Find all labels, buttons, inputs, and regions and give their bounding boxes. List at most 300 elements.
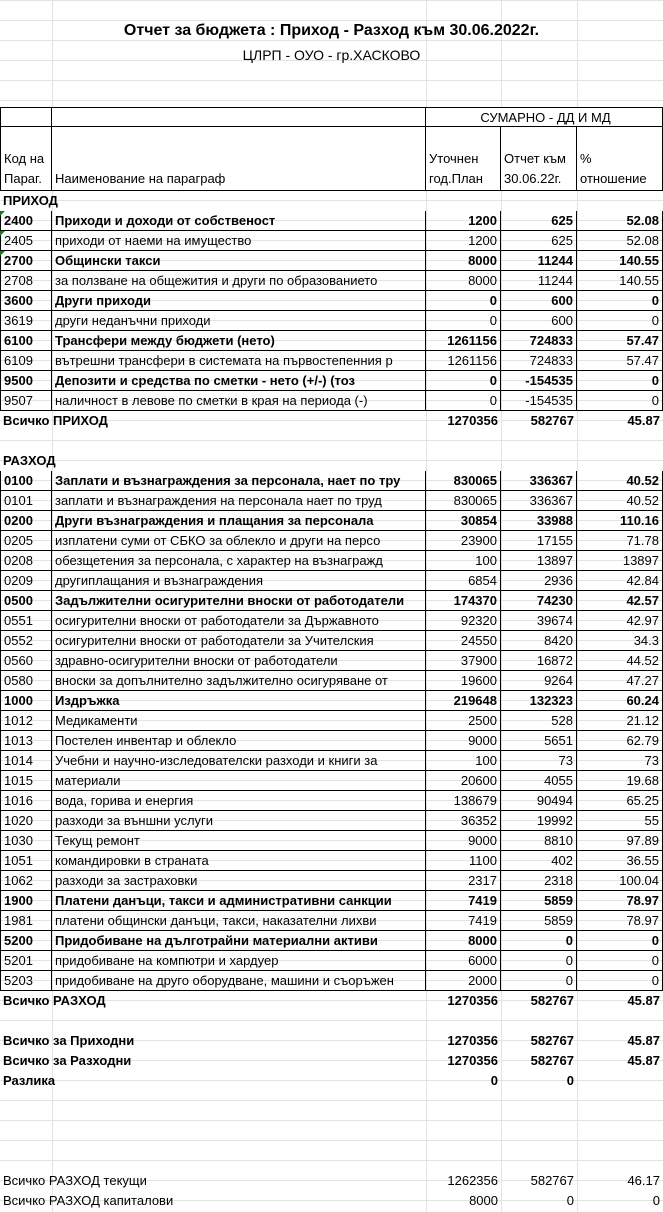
table-row bbox=[0, 471, 663, 491]
report-cell: -154535 bbox=[501, 391, 577, 411]
code-cell: Разлика bbox=[3, 1073, 56, 1088]
plan-cell: 24550 bbox=[426, 631, 501, 651]
plan-cell: 1262356 bbox=[447, 1173, 498, 1188]
code-cell: 0580 bbox=[0, 671, 52, 691]
table-row bbox=[0, 251, 663, 271]
header-code bbox=[0, 127, 52, 191]
percent-cell bbox=[577, 451, 663, 471]
table-row bbox=[0, 311, 663, 331]
name-cell bbox=[52, 1071, 426, 1091]
report-cell: 582767 bbox=[530, 993, 574, 1008]
header-group bbox=[426, 107, 663, 127]
header-blank bbox=[0, 107, 52, 127]
name-cell: вноски за допълнително задължително осигуряване от bbox=[52, 671, 426, 691]
plan-cell: 8000 bbox=[426, 271, 501, 291]
table-row bbox=[0, 591, 663, 611]
plan-cell: 36352 bbox=[426, 811, 501, 831]
plan-cell: 1100 bbox=[426, 851, 501, 871]
name-cell: изплатени суми от СБКО за облекло и други на персо bbox=[52, 531, 426, 551]
code-cell: 0200 bbox=[0, 511, 52, 531]
name-cell: вода, горива и енергия bbox=[52, 791, 426, 811]
code-cell: 0205 bbox=[0, 531, 52, 551]
name-cell: Медикаменти bbox=[52, 711, 426, 731]
code-cell: 5203 bbox=[0, 971, 52, 991]
name-cell: Платени данъци, такси и административни санкции bbox=[52, 891, 426, 911]
table-row bbox=[0, 671, 663, 691]
plan-cell bbox=[426, 191, 501, 211]
report-cell: 5859 bbox=[501, 911, 577, 931]
plan-cell bbox=[426, 1111, 501, 1131]
table-row bbox=[0, 551, 663, 571]
header-code-line1: Код на bbox=[4, 151, 45, 166]
percent-cell: 0 bbox=[577, 391, 663, 411]
name-cell bbox=[52, 431, 426, 451]
plan-cell: 0 bbox=[426, 371, 501, 391]
plan-cell: 100 bbox=[426, 751, 501, 771]
name-cell: разходи за застраховки bbox=[52, 871, 426, 891]
code-cell: 0208 bbox=[0, 551, 52, 571]
name-cell: Приходи и доходи от собственост bbox=[52, 211, 426, 231]
table-row bbox=[0, 391, 663, 411]
code-cell: 1013 bbox=[0, 731, 52, 751]
name-cell: осигурителни вноски от работодатели за Държавното bbox=[52, 611, 426, 631]
report-cell: 17155 bbox=[501, 531, 577, 551]
table-row bbox=[0, 571, 663, 591]
percent-cell: 42.84 bbox=[577, 571, 663, 591]
code-cell: 2405 bbox=[0, 231, 52, 251]
name-cell: Издръжка bbox=[52, 691, 426, 711]
percent-cell: 140.55 bbox=[577, 251, 663, 271]
table-row bbox=[0, 1131, 663, 1151]
plan-cell: 1261156 bbox=[426, 351, 501, 371]
plan-cell: 1270356 bbox=[447, 1033, 498, 1048]
code-cell: 3619 bbox=[0, 311, 52, 331]
report-cell bbox=[501, 1011, 577, 1031]
table-row bbox=[0, 191, 663, 211]
code-cell: 1030 bbox=[0, 831, 52, 851]
report-cell: 625 bbox=[501, 231, 577, 251]
name-cell: здравно-осигурителни вноски от работодатели bbox=[52, 651, 426, 671]
code-cell: 1014 bbox=[0, 751, 52, 771]
plan-cell: 1270356 bbox=[447, 413, 498, 428]
table-row bbox=[0, 1031, 663, 1051]
percent-cell bbox=[577, 1131, 663, 1151]
report-cell bbox=[501, 1151, 577, 1171]
report-cell: 0 bbox=[566, 1073, 574, 1088]
table-row bbox=[0, 871, 663, 891]
header-percent bbox=[577, 127, 663, 191]
plan-cell: 1270356 bbox=[447, 993, 498, 1008]
code-cell: 0209 bbox=[0, 571, 52, 591]
percent-cell: 42.57 bbox=[577, 591, 663, 611]
table-row bbox=[0, 991, 663, 1011]
percent-cell: 78.97 bbox=[577, 911, 663, 931]
table-row bbox=[0, 751, 663, 771]
code-cell: ПРИХОД bbox=[3, 193, 58, 208]
plan-cell: 92320 bbox=[426, 611, 501, 631]
name-cell bbox=[52, 1151, 426, 1171]
percent-cell: 13897 bbox=[577, 551, 663, 571]
grid-line bbox=[0, 80, 663, 81]
name-cell: Други приходи bbox=[52, 291, 426, 311]
percent-cell: 52.08 bbox=[577, 211, 663, 231]
name-cell bbox=[52, 1171, 426, 1191]
report-cell: 582767 bbox=[530, 1033, 574, 1048]
report-cell: 11244 bbox=[501, 271, 577, 291]
percent-cell: 45.87 bbox=[627, 413, 660, 428]
percent-cell bbox=[577, 1151, 663, 1171]
table-row bbox=[0, 711, 663, 731]
percent-cell: 52.08 bbox=[577, 231, 663, 251]
plan-cell: 6000 bbox=[426, 951, 501, 971]
table-row bbox=[0, 911, 663, 931]
plan-cell bbox=[426, 431, 501, 451]
report-cell: 74230 bbox=[501, 591, 577, 611]
percent-cell: 0 bbox=[577, 311, 663, 331]
table-row bbox=[0, 1171, 663, 1191]
plan-cell: 37900 bbox=[426, 651, 501, 671]
report-cell: 724833 bbox=[501, 331, 577, 351]
header-percent-line1: % bbox=[580, 151, 592, 166]
table-row bbox=[0, 291, 663, 311]
header-report-line2: 30.06.22г. bbox=[504, 171, 562, 186]
plan-cell: 138679 bbox=[426, 791, 501, 811]
code-cell: 2700 bbox=[0, 251, 52, 271]
code-cell: Всичко РАЗХОД bbox=[3, 993, 106, 1008]
name-cell bbox=[52, 1131, 426, 1151]
name-cell: разходи за външни услуги bbox=[52, 811, 426, 831]
percent-cell: 45.87 bbox=[627, 1053, 660, 1068]
table-row bbox=[0, 1151, 663, 1171]
percent-cell bbox=[577, 1091, 663, 1111]
plan-cell: 7419 bbox=[426, 911, 501, 931]
code-cell: 3600 bbox=[0, 291, 52, 311]
report-cell: 402 bbox=[501, 851, 577, 871]
report-cell: 600 bbox=[501, 291, 577, 311]
plan-cell: 20600 bbox=[426, 771, 501, 791]
percent-cell: 140.55 bbox=[577, 271, 663, 291]
grid-line bbox=[0, 0, 663, 1]
table-row bbox=[0, 211, 663, 231]
report-cell: 19992 bbox=[501, 811, 577, 831]
percent-cell bbox=[577, 1011, 663, 1031]
report-cell bbox=[501, 191, 577, 211]
percent-cell: 55 bbox=[577, 811, 663, 831]
code-cell: 0560 bbox=[0, 651, 52, 671]
table-row bbox=[0, 331, 663, 351]
plan-cell: 2317 bbox=[426, 871, 501, 891]
table-row bbox=[0, 611, 663, 631]
percent-cell: 0 bbox=[577, 951, 663, 971]
code-cell: 1015 bbox=[0, 771, 52, 791]
code-cell: 1016 bbox=[0, 791, 52, 811]
report-cell: 5651 bbox=[501, 731, 577, 751]
report-cell: 582767 bbox=[530, 1053, 574, 1068]
code-cell: 1000 bbox=[0, 691, 52, 711]
percent-cell: 97.89 bbox=[577, 831, 663, 851]
name-cell: Учебни и научно-изследователски разходи и книги за bbox=[52, 751, 426, 771]
name-cell: вътрешни трансфери в системата на първостепенния р bbox=[52, 351, 426, 371]
name-cell: Придобиване на дълготрайни материални активи bbox=[52, 931, 426, 951]
table-row bbox=[0, 1011, 663, 1031]
plan-cell bbox=[426, 1091, 501, 1111]
percent-cell bbox=[577, 1111, 663, 1131]
name-cell: командировки в страната bbox=[52, 851, 426, 871]
header-blank bbox=[52, 107, 426, 127]
report-cell bbox=[501, 431, 577, 451]
percent-cell: 40.52 bbox=[577, 471, 663, 491]
plan-cell bbox=[426, 1131, 501, 1151]
name-cell: другиплащания и възнаграждения bbox=[52, 571, 426, 591]
report-subtitle: ЦЛРП - ОУО - гр.ХАСКОВО bbox=[242, 47, 421, 63]
report-cell: 0 bbox=[501, 971, 577, 991]
plan-cell bbox=[426, 451, 501, 471]
code-cell: 1051 bbox=[0, 851, 52, 871]
percent-cell bbox=[577, 1071, 663, 1091]
name-cell bbox=[52, 1051, 426, 1071]
header-plan-line2: год.План bbox=[429, 171, 483, 186]
table-row bbox=[0, 511, 663, 531]
plan-cell: 0 bbox=[426, 291, 501, 311]
name-cell: наличност в левове по сметки в края на периода (-) bbox=[52, 391, 426, 411]
percent-cell: 40.52 bbox=[577, 491, 663, 511]
name-cell bbox=[52, 1031, 426, 1051]
name-cell: платени общински данъци, такси, наказателни лихви bbox=[52, 911, 426, 931]
plan-cell: 0 bbox=[426, 311, 501, 331]
plan-cell bbox=[426, 1151, 501, 1171]
plan-cell: 174370 bbox=[426, 591, 501, 611]
report-cell: 0 bbox=[566, 1193, 574, 1208]
code-cell: Всичко ПРИХОД bbox=[3, 413, 108, 428]
header-name-label: Наименование на параграф bbox=[55, 171, 226, 186]
code-cell: 9500 bbox=[0, 371, 52, 391]
code-cell: РАЗХОД bbox=[3, 453, 56, 468]
grid-line bbox=[0, 40, 663, 41]
code-cell: 1020 bbox=[0, 811, 52, 831]
table-row bbox=[0, 411, 663, 431]
table-row bbox=[0, 431, 663, 451]
code-cell: 6100 bbox=[0, 331, 52, 351]
table-row bbox=[0, 731, 663, 751]
percent-cell: 100.04 bbox=[577, 871, 663, 891]
percent-cell: 34.3 bbox=[577, 631, 663, 651]
table-row bbox=[0, 231, 663, 251]
code-cell: 5201 bbox=[0, 951, 52, 971]
name-cell bbox=[52, 1091, 426, 1111]
report-cell: 90494 bbox=[501, 791, 577, 811]
report-cell: 582767 bbox=[530, 1173, 574, 1188]
name-cell: обезщетения за персонала, с характер на възнагражд bbox=[52, 551, 426, 571]
percent-cell: 19.68 bbox=[577, 771, 663, 791]
header-plan-line1: Уточнен bbox=[429, 151, 479, 166]
report-cell: 528 bbox=[501, 711, 577, 731]
percent-cell: 0 bbox=[577, 931, 663, 951]
table-row bbox=[0, 451, 663, 471]
percent-cell: 21.12 bbox=[577, 711, 663, 731]
report-title: Отчет за бюджета : Приход - Разход към 30.06.2022г. bbox=[123, 22, 540, 39]
name-cell: Задължителни осигурителни вноски от работодатели bbox=[52, 591, 426, 611]
report-cell: 9264 bbox=[501, 671, 577, 691]
code-cell: 2400 bbox=[0, 211, 52, 231]
plan-cell: 8000 bbox=[469, 1193, 498, 1208]
code-cell: 5200 bbox=[0, 931, 52, 951]
table-row bbox=[0, 851, 663, 871]
report-cell: 4055 bbox=[501, 771, 577, 791]
table-row bbox=[0, 1111, 663, 1131]
percent-cell: 110.16 bbox=[577, 511, 663, 531]
report-cell: 2318 bbox=[501, 871, 577, 891]
table-row bbox=[0, 651, 663, 671]
plan-cell: 830065 bbox=[426, 491, 501, 511]
report-cell: 2936 bbox=[501, 571, 577, 591]
code-cell: 0101 bbox=[0, 491, 52, 511]
plan-cell: 0 bbox=[490, 1073, 498, 1088]
report-cell: 600 bbox=[501, 311, 577, 331]
header-percent-line2: отношение bbox=[580, 171, 647, 186]
header-group-label: СУМАРНО - ДД И МД bbox=[480, 110, 611, 125]
code-cell: 1900 bbox=[0, 891, 52, 911]
table-row bbox=[0, 491, 663, 511]
percent-cell: 36.55 bbox=[577, 851, 663, 871]
table-row bbox=[0, 931, 663, 951]
table-row bbox=[0, 371, 663, 391]
report-cell: 8810 bbox=[501, 831, 577, 851]
code-cell: 2708 bbox=[0, 271, 52, 291]
code-cell: 9507 bbox=[0, 391, 52, 411]
report-cell: 11244 bbox=[501, 251, 577, 271]
table-row bbox=[0, 631, 663, 651]
report-cell bbox=[501, 1111, 577, 1131]
table-row bbox=[0, 971, 663, 991]
percent-cell: 45.87 bbox=[627, 993, 660, 1008]
table-row bbox=[0, 791, 663, 811]
report-cell bbox=[501, 1091, 577, 1111]
header-report-line1: Отчет към bbox=[504, 151, 566, 166]
header-code-line2: Параг. bbox=[4, 171, 42, 186]
percent-cell: 47.27 bbox=[577, 671, 663, 691]
table-row bbox=[0, 811, 663, 831]
name-cell: осигурителни вноски от работодатели за Учителския bbox=[52, 631, 426, 651]
code-cell: Всичко за Разходни bbox=[3, 1053, 132, 1068]
plan-cell: 1261156 bbox=[426, 331, 501, 351]
code-cell: Всичко РАЗХОД капиталови bbox=[3, 1193, 174, 1208]
table-row bbox=[0, 1191, 663, 1211]
table-row bbox=[0, 691, 663, 711]
code-cell: Всичко за Приходни bbox=[3, 1033, 135, 1048]
plan-cell: 8000 bbox=[426, 251, 501, 271]
report-cell: 625 bbox=[501, 211, 577, 231]
report-cell bbox=[501, 1131, 577, 1151]
table-row bbox=[0, 1091, 663, 1111]
name-cell bbox=[52, 1111, 426, 1131]
code-cell: Всичко РАЗХОД текущи bbox=[3, 1173, 147, 1188]
code-cell: 0100 bbox=[0, 471, 52, 491]
plan-cell: 219648 bbox=[426, 691, 501, 711]
name-cell: придобиване на друго оборудване, машини и съоръжен bbox=[52, 971, 426, 991]
plan-cell bbox=[426, 1011, 501, 1031]
name-cell: Заплати и възнаграждения за персонала, нает по тру bbox=[52, 471, 426, 491]
header-plan bbox=[426, 127, 501, 191]
plan-cell: 2500 bbox=[426, 711, 501, 731]
table-row bbox=[0, 1051, 663, 1071]
code-cell: 0552 bbox=[0, 631, 52, 651]
header-name bbox=[52, 127, 426, 191]
code-cell: 0500 bbox=[0, 591, 52, 611]
percent-cell: 57.47 bbox=[577, 331, 663, 351]
plan-cell: 6854 bbox=[426, 571, 501, 591]
percent-cell: 42.97 bbox=[577, 611, 663, 631]
report-cell: 39674 bbox=[501, 611, 577, 631]
plan-cell: 0 bbox=[426, 391, 501, 411]
name-cell: приходи от наеми на имущество bbox=[52, 231, 426, 251]
name-cell: материали bbox=[52, 771, 426, 791]
code-cell: 6109 bbox=[0, 351, 52, 371]
plan-cell: 23900 bbox=[426, 531, 501, 551]
percent-cell: 78.97 bbox=[577, 891, 663, 911]
percent-cell: 45.87 bbox=[627, 1033, 660, 1048]
code-cell: 1012 bbox=[0, 711, 52, 731]
plan-cell: 830065 bbox=[426, 471, 501, 491]
name-cell: за ползване на общежития и други по образованието bbox=[52, 271, 426, 291]
table-row bbox=[0, 891, 663, 911]
percent-cell: 46.17 bbox=[627, 1173, 660, 1188]
report-cell: 8420 bbox=[501, 631, 577, 651]
plan-cell: 30854 bbox=[426, 511, 501, 531]
report-cell bbox=[501, 451, 577, 471]
cell-marker-icon bbox=[0, 251, 5, 256]
name-cell: Трансфери между бюджети (нето) bbox=[52, 331, 426, 351]
report-cell: 0 bbox=[501, 951, 577, 971]
report-cell: 13897 bbox=[501, 551, 577, 571]
percent-cell: 65.25 bbox=[577, 791, 663, 811]
name-cell bbox=[52, 411, 426, 431]
name-cell bbox=[52, 191, 426, 211]
percent-cell: 73 bbox=[577, 751, 663, 771]
code-cell: 1062 bbox=[0, 871, 52, 891]
code-cell: 1981 bbox=[0, 911, 52, 931]
table-row bbox=[0, 1071, 663, 1091]
report-cell: 0 bbox=[501, 931, 577, 951]
percent-cell bbox=[577, 431, 663, 451]
name-cell: други неданъчни приходи bbox=[52, 311, 426, 331]
report-cell: 724833 bbox=[501, 351, 577, 371]
percent-cell bbox=[577, 191, 663, 211]
name-cell: Общински такси bbox=[52, 251, 426, 271]
name-cell bbox=[52, 1011, 426, 1031]
plan-cell: 7419 bbox=[426, 891, 501, 911]
percent-cell: 0 bbox=[577, 971, 663, 991]
report-cell: 33988 bbox=[501, 511, 577, 531]
name-cell: Постелен инвентар и облекло bbox=[52, 731, 426, 751]
plan-cell: 19600 bbox=[426, 671, 501, 691]
percent-cell: 0 bbox=[577, 371, 663, 391]
percent-cell: 71.78 bbox=[577, 531, 663, 551]
table-row bbox=[0, 351, 663, 371]
report-cell: 5859 bbox=[501, 891, 577, 911]
plan-cell: 2000 bbox=[426, 971, 501, 991]
name-cell: заплати и възнаграждения на персонала нает по труд bbox=[52, 491, 426, 511]
cell-marker-icon bbox=[0, 231, 5, 236]
name-cell bbox=[52, 1191, 426, 1211]
plan-cell: 1200 bbox=[426, 211, 501, 231]
table-row bbox=[0, 531, 663, 551]
report-cell: 132323 bbox=[501, 691, 577, 711]
table-row bbox=[0, 771, 663, 791]
percent-cell: 62.79 bbox=[577, 731, 663, 751]
header-report bbox=[501, 127, 577, 191]
name-cell: Текущ ремонт bbox=[52, 831, 426, 851]
report-cell: 73 bbox=[501, 751, 577, 771]
